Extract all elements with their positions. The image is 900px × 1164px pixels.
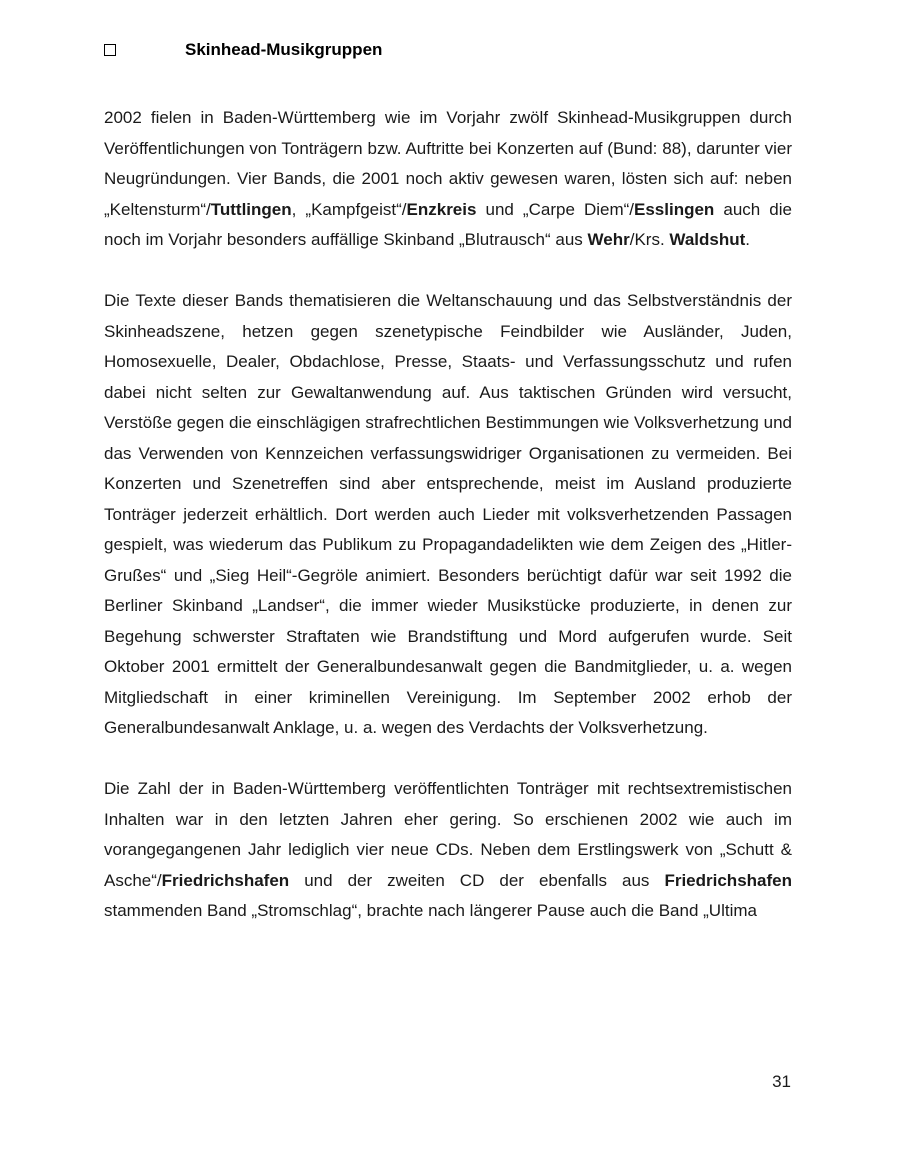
bold-text-run: Enzkreis <box>406 199 477 219</box>
bold-text-run: Friedrichshafen <box>664 870 792 890</box>
text-run: . <box>745 230 751 249</box>
page-number: 31 <box>772 1072 791 1091</box>
text-run: und der zweiten CD der ebenfalls aus <box>289 870 665 890</box>
bold-text-run: Wehr <box>587 230 630 249</box>
text-run: Die Zahl der in Baden-Württemberg veröffentlichten Tonträger mit rechtsextremistischen Inhalten war in den letzten Jahren eher gering. So erschienen 2002 wie auch im vorangegangenen Jahr lediglich vier neue CDs. Neben dem Erstlingswerk von „Schutt & Asche“/ <box>104 779 792 890</box>
paragraph <box>104 103 792 256</box>
page-title: Skinhead-Musikgruppen <box>185 40 383 59</box>
bold-text-run: Esslingen <box>634 199 715 219</box>
text-run: /Krs. <box>629 230 670 249</box>
bold-text-run: Waldshut <box>669 230 746 249</box>
text-run: auch die noch im Vorjahr besonders auffällige Skinband „Blutrausch“ aus <box>104 199 792 249</box>
square-bullet-icon <box>104 44 116 56</box>
text-run: stammenden Band „Stromschlag“, brachte nach längerer Pause auch die Band „Ultima <box>104 901 757 920</box>
section-heading <box>104 40 792 61</box>
bold-text-run: Friedrichshafen <box>161 870 290 890</box>
text-run: Die Texte dieser Bands thematisieren die Weltanschauung und das Selbstverständnis der Skinheadszene, hetzen gegen szenetypische Feindbilder wie Ausländer, Juden, Homosexuelle, Dealer, Obdachlose, Presse, Staats- und Verfassungsschutz und rufen dabei nicht selten zur Gewaltanwendung auf. Aus taktischen Gründen wird versucht, Verstöße gegen die einschlägigen strafrechtlichen Bestimmungen wie Volksverhetzung und das Verwenden von Kennzeichen verfassungswidriger Organisationen zu vermeiden. Bei Konzerten und Szenetreffen sind aber entsprechende, meist im Ausland produzierte Tonträger jederzeit erhältlich. Dort werden auch Lieder mit volksverhetzenden Passagen gespielt, was wiederum das Publikum zu Propagandadelikten wie dem Zeigen des „Hitler-Grußes“ und „Sieg Heil“-Gegröle animiert. Besonders berüchtigt dafür war seit 1992 die Berliner Skinband „Landser“, die immer wieder Musikstücke produzierte, in denen zur Begehung schwerster Straftaten wie Brandstiftung und Mord aufgerufen wurde. Seit Oktober 2001 ermittelt der Generalbundesanwalt gegen die Bandmitglieder, u. a. wegen Mitgliedschaft in einer kriminellen Vereinigung. Im September 2002 erhob der Generalbundesanwalt Anklage, u. a. wegen des Verdachts der Volksverhetzung. <box>104 291 792 737</box>
text-run: und „Carpe Diem“/ <box>476 199 635 219</box>
text-run: , „Kampfgeist“/ <box>291 199 407 219</box>
text-run: 2002 fielen in Baden-Württemberg wie im Vorjahr zwölf Skinhead-Musikgruppen durch Veröffentlichungen von Tonträgern bzw. Auftritte bei Konzerten auf (Bund: 88), darunter vier Neugründungen. Vier Bands, die 2001 noch aktiv gewesen waren, lösten sich auf: neben „Keltensturm“/ <box>104 108 792 219</box>
bold-text-run: Tuttlingen <box>210 199 292 219</box>
bullet-cell <box>104 40 185 61</box>
document-body <box>104 103 792 927</box>
paragraph <box>104 286 792 744</box>
paragraph <box>104 774 792 927</box>
page-content <box>104 40 792 957</box>
